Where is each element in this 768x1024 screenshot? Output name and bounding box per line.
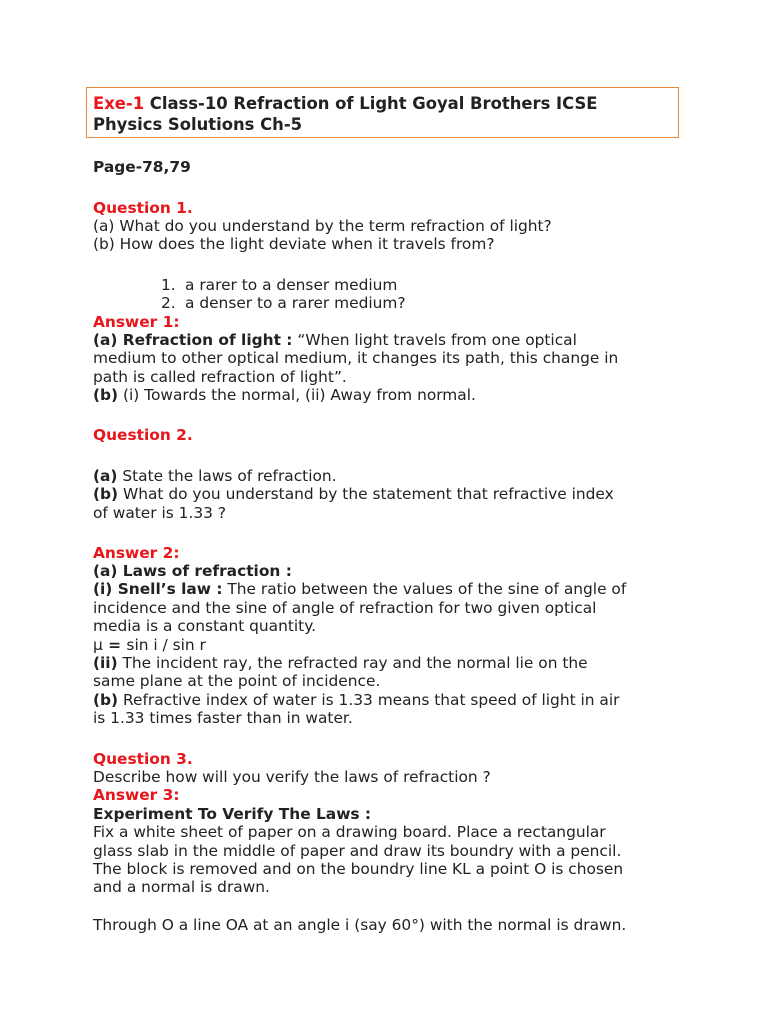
equals-sign: =: [102, 636, 127, 654]
question-1-part-a: (a) What do you understand by the term refraction of light?: [93, 217, 552, 235]
answer-2-part-b-line-1: [93, 691, 619, 709]
answer-1-part-b: [93, 386, 476, 404]
answer-1-part-a-line-1: [93, 331, 577, 349]
answer-3-paragraph-line-5: Through O a line OA at an angle i (say 60°) with the normal is drawn.: [93, 916, 627, 934]
answer-1-part-b-text: (i) Towards the normal, (ii) Away from normal.: [118, 386, 476, 404]
question-1-heading: Question 1.: [93, 199, 193, 217]
title-text: Class-10 Refraction of Light Goyal Brothers ICSE: [144, 94, 598, 113]
refractive-index-formula: [93, 636, 206, 654]
list-item: [161, 276, 397, 294]
question-2-part-b-text: What do you understand by the statement that refractive index: [118, 485, 614, 503]
list-text: a denser to a rarer medium?: [185, 294, 406, 312]
list-item: [161, 294, 406, 312]
answer-1-part-a-line-3: path is called refraction of light”.: [93, 368, 347, 386]
answer-1-part-a-line-2: medium to other optical medium, it changes its path, this change in: [93, 349, 619, 367]
answer-2-part-ii-line-1: [93, 654, 588, 672]
answer-2-heading: Answer 2:: [93, 544, 180, 562]
list-text: a rarer to a denser medium: [185, 276, 398, 294]
snells-law-label: (i) Snell’s law :: [93, 580, 223, 598]
formula-expression: sin i / sin r: [126, 636, 206, 654]
question-2-part-a-text: State the laws of refraction.: [117, 467, 337, 485]
answer-2-part-ii-text: The incident ray, the refracted ray and the normal lie on the: [117, 654, 588, 672]
list-number: 1.: [161, 276, 176, 294]
answer-1-part-a-text: “When light travels from one optical: [292, 331, 577, 349]
title-box: [86, 87, 679, 138]
page-reference: Page-78,79: [93, 158, 191, 176]
answer-2-snells-law-line-1: [93, 580, 626, 598]
answer-2-part-b-text: Refractive index of water is 1.33 means that speed of light in air: [118, 691, 620, 709]
question-2-part-b-line-1: [93, 485, 614, 503]
list-number: 2.: [161, 294, 176, 312]
question-2-part-b-line-2: of water is 1.33 ?: [93, 504, 226, 522]
question-1-part-b: (b) How does the light deviate when it travels from?: [93, 235, 495, 253]
title-line-1: [93, 93, 678, 114]
answer-2-part-a-label: (a) Laws of refraction :: [93, 562, 292, 580]
question-2-part-b-label: (b): [93, 485, 119, 503]
snells-law-text: The ratio between the values of the sine of angle of: [222, 580, 627, 598]
answer-2-part-b-line-2: is 1.33 times faster than in water.: [93, 709, 353, 727]
answer-2-snells-law-line-2: incidence and the sine of angle of refraction for two given optical: [93, 599, 597, 617]
answer-3-paragraph-line-3: The block is removed and on the boundry line KL a point O is chosen: [93, 860, 624, 878]
exercise-label: Exe-1: [93, 94, 145, 113]
question-2-heading: Question 2.: [93, 426, 193, 444]
answer-2-part-ii-label: (ii): [93, 654, 118, 672]
title-line-2: Physics Solutions Ch-5: [93, 115, 303, 134]
answer-1-part-a-label: (a) Refraction of light :: [93, 331, 293, 349]
answer-2-part-ii-line-2: same plane at the point of incidence.: [93, 672, 381, 690]
answer-2-part-b-label: (b): [93, 691, 119, 709]
answer-3-paragraph-line-2: glass slab in the middle of paper and draw its boundry with a pencil.: [93, 842, 622, 860]
answer-3-paragraph-line-4: and a normal is drawn.: [93, 878, 270, 896]
question-2-part-a: [93, 467, 337, 485]
answer-3-paragraph-line-1: Fix a white sheet of paper on a drawing board. Place a rectangular: [93, 823, 606, 841]
answer-3-heading: Answer 3:: [93, 786, 180, 804]
question-3-text: Describe how will you verify the laws of refraction ?: [93, 768, 491, 786]
question-2-part-a-label: (a): [93, 467, 118, 485]
answer-1-heading: Answer 1:: [93, 313, 180, 331]
answer-2-snells-law-line-3: media is a constant quantity.: [93, 617, 316, 635]
mu-symbol: µ: [93, 636, 103, 654]
question-3-heading: Question 3.: [93, 750, 193, 768]
answer-1-part-b-label: (b): [93, 386, 119, 404]
answer-3-subheading: Experiment To Verify The Laws :: [93, 805, 372, 823]
